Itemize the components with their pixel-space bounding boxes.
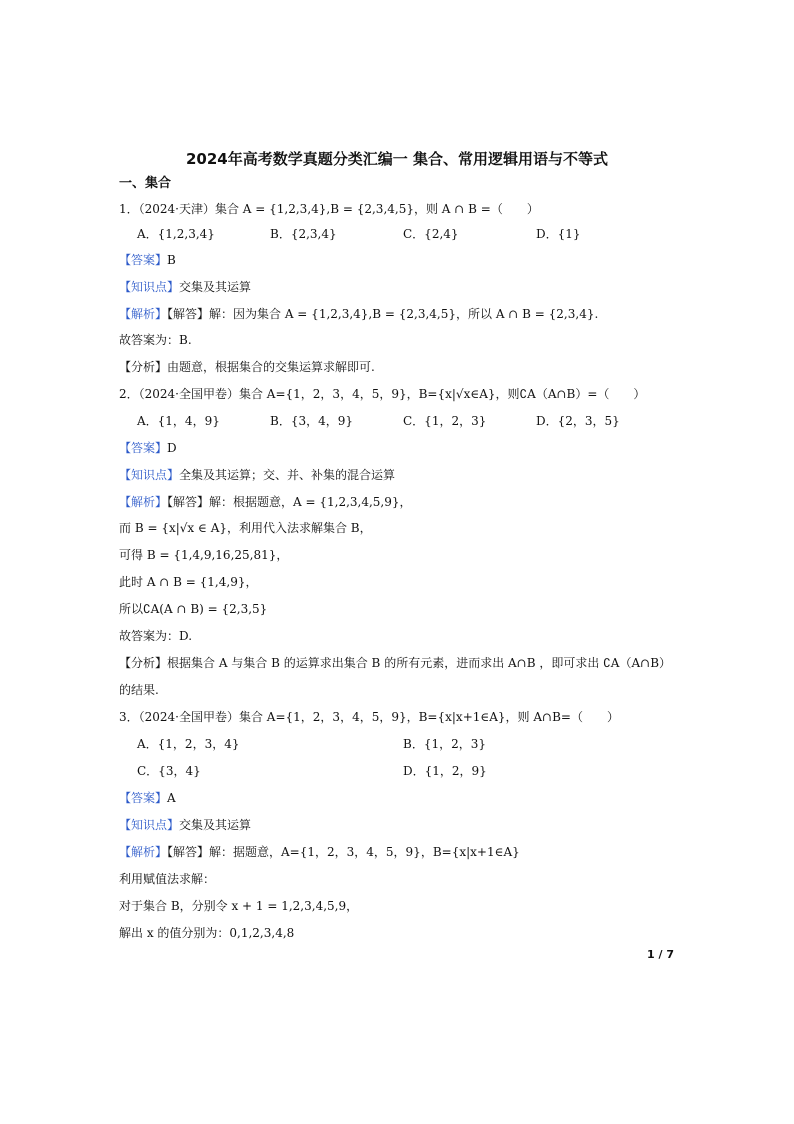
q3-option-b: B．{1，2，3} <box>403 737 486 751</box>
q3-option-d: D．{1，2，9} <box>403 764 487 778</box>
knowledge-point-text: 交集及其运算 <box>179 818 252 832</box>
page-number: 1 / 7 <box>647 948 674 961</box>
section-heading: 一、集合 <box>119 176 172 191</box>
q3-analysis <box>119 844 520 860</box>
q3-option-c: C．{3，4} <box>137 764 201 778</box>
q2-fenxi-continued: 的结果. <box>119 683 159 697</box>
q1-knowledge-point <box>119 279 251 295</box>
q3-line: 利用赋值法求解： <box>119 872 216 886</box>
q3-option-a: A．{1，2，3，4} <box>137 737 240 751</box>
q2-option-c: C．{1，2，3} <box>403 414 487 428</box>
analysis-tag: 【解析】 <box>119 307 168 321</box>
q3-answer <box>119 790 176 806</box>
q2-option-d: D．{2，3，5} <box>536 414 620 428</box>
q1-conclusion: 故答案为：B. <box>119 333 192 347</box>
q1-option-c: C．{2,4} <box>403 227 459 241</box>
answer-tag: 【答案】 <box>119 441 168 455</box>
q2-line: 可得 B = {1,4,9,16,25,81}， <box>119 548 289 562</box>
question-1-stem: 1．（2024·天津）集合 A = {1,2,3,4},B = {2,3,4,5}，则 A ∩ B =（ ） <box>119 202 539 216</box>
q2-line: 而 B = {x|√x ∈ A}，利用代入法求解集合 B， <box>119 521 372 535</box>
q1-option-d: D．{1} <box>536 227 581 241</box>
answer-value: B <box>167 253 176 267</box>
q2-line: 所以∁A(A ∩ B) = {2,3,5} <box>119 602 268 616</box>
q3-line: 对于集合 B，分别令 x + 1 = 1,2,3,4,5,9， <box>119 899 359 913</box>
q3-knowledge-point <box>119 817 251 833</box>
q1-option-a: A．{1,2,3,4} <box>137 227 215 241</box>
knowledge-point-text: 交集及其运算 <box>179 280 252 294</box>
answer-tag: 【答案】 <box>119 253 168 267</box>
q1-answer <box>119 252 176 268</box>
analysis-text: 【解答】解：因为集合 A = {1,2,3,4},B = {2,3,4,5}，所以 A ∩ B = {2,3,4}. <box>167 307 599 321</box>
document-title: 2024年高考数学真题分类汇编一 集合、常用逻辑用语与不等式 <box>186 150 608 168</box>
answer-value: A <box>167 791 176 805</box>
q2-fenxi: 【分析】根据集合 A 与集合 B 的运算求出集合 B 的所有元素，进而求出 A∩B ，即可求出 ∁A（A∩B） <box>119 656 672 670</box>
q2-answer <box>119 440 177 456</box>
analysis-tag: 【解析】 <box>119 495 168 509</box>
q1-option-b: B．{2,3,4} <box>270 227 337 241</box>
analysis-text: 【解答】解：据题意，A={1，2，3，4，5，9}，B={x|x+1∈A} <box>167 845 520 859</box>
q2-option-b: B．{3，4，9} <box>270 414 353 428</box>
question-2-stem: 2．（2024·全国甲卷）集合 A={1，2，3，4，5，9}，B={x|√x∈A}，则∁A（A∩B）=（ ） <box>119 387 646 401</box>
knowledge-point-tag: 【知识点】 <box>119 818 180 832</box>
answer-tag: 【答案】 <box>119 791 168 805</box>
question-3-stem: 3．（2024·全国甲卷）集合 A={1，2，3，4，5，9}，B={x|x+1∈A}，则 A∩B=（ ） <box>119 710 619 724</box>
knowledge-point-tag: 【知识点】 <box>119 468 180 482</box>
analysis-tag: 【解析】 <box>119 845 168 859</box>
knowledge-point-tag: 【知识点】 <box>119 280 180 294</box>
q1-analysis <box>119 306 598 322</box>
q2-line: 此时 A ∩ B = {1,4,9}， <box>119 575 258 589</box>
answer-value: D <box>167 441 177 455</box>
q2-analysis <box>119 494 412 510</box>
q1-fenxi: 【分析】由题意，根据集合的交集运算求解即可. <box>119 360 375 374</box>
q2-option-a: A．{1，4，9} <box>137 414 220 428</box>
knowledge-point-text: 全集及其运算；交、并、补集的混合运算 <box>179 468 396 482</box>
analysis-text: 【解答】解：根据题意，A = {1,2,3,4,5,9}， <box>167 495 412 509</box>
q3-line: 解出 x 的值分别为：0,1,2,3,4,8 <box>119 926 295 940</box>
q2-knowledge-point <box>119 467 395 483</box>
q2-line: 故答案为：D. <box>119 629 193 643</box>
